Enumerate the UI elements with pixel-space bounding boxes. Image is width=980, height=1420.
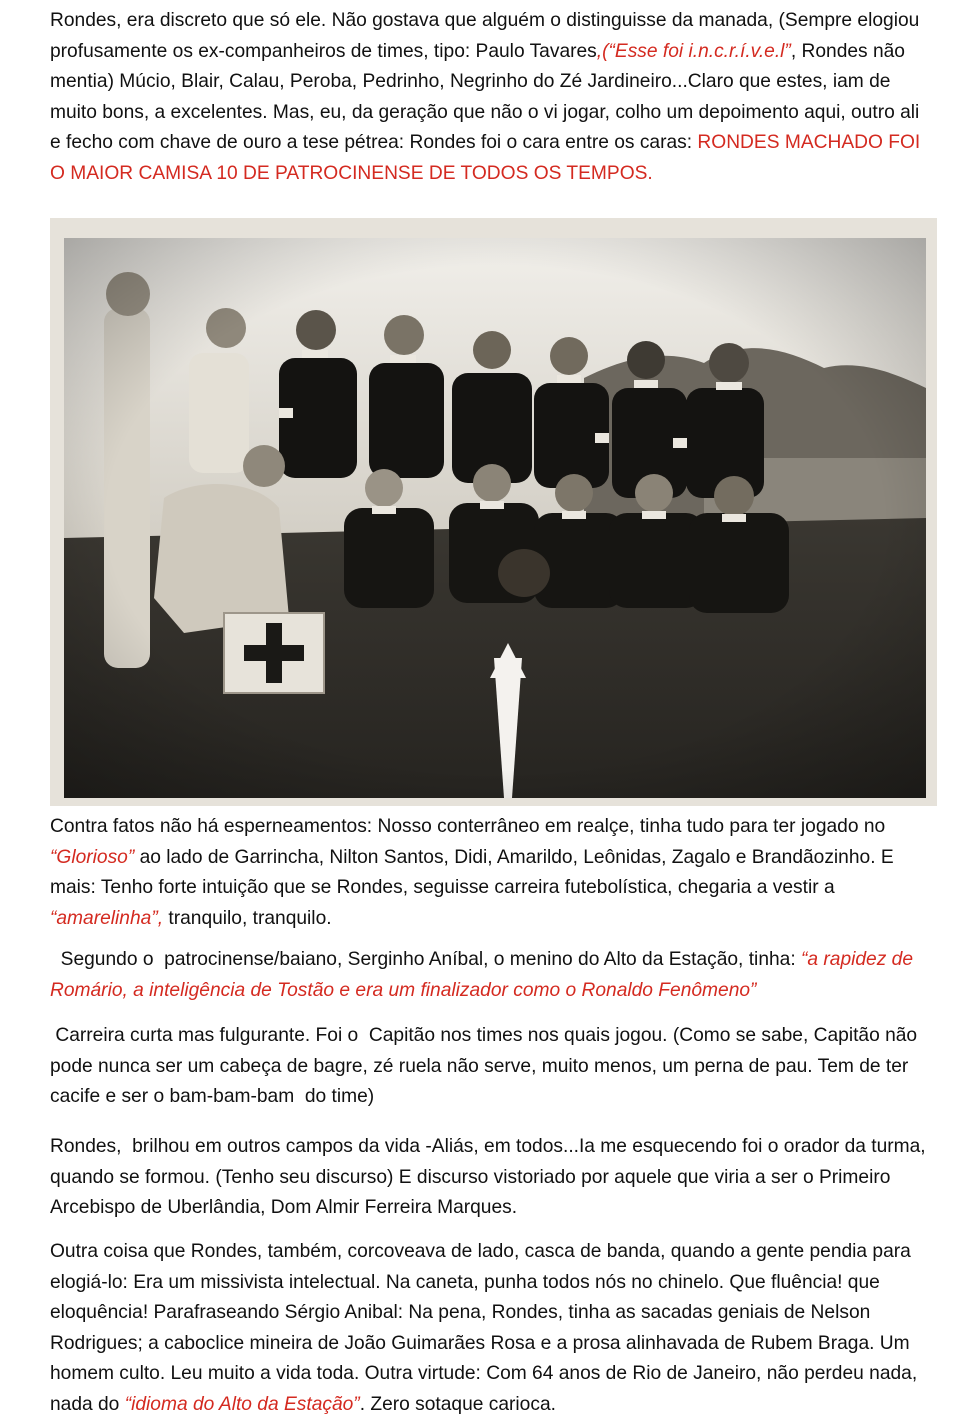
paragraph-intro [50, 6, 935, 189]
text-segment: , Rondes não mentia) Múcio, Blair, Calau, Peroba, Pedrinho, Negrinho do Zé Jardineiro...Claro que estes, iam de muito bons, a excelentes. Mas, eu, da geração que não o vi jogar, colho um depoimento aqui, outro ali e fecho com chave de ouro a tese pétrea: Rondes foi o cara entre os caras: [50, 40, 920, 153]
quote-highlight: ,(“Esse foi i.n.c.r.í.v.e.l” [596, 40, 791, 62]
text-segment: tranquilo, tranquilo. [163, 907, 332, 929]
paragraph-speech: Rondes, brilhou em outros campos da vida -Aliás, em todos...Ia me esquecendo foi o orador da turma, quando se formou. (Tenho seu discurso) E discurso vistoriado por aquele que viria a ser o Primeiro Arcebispo de Uberlândia, Dom Almir Ferreira Marques. [50, 1136, 931, 1218]
text-segment: Outra coisa que Rondes, também, corcoveava de lado, casca de banda, quando a gente pendia para elogiá-lo: Era um missivista intelectual. Na caneta, punha todos nós no chinelo. Que fluência! que eloquência! Parafraseando Sérgio Anibal: Na pena, Rondes, tinha as sacadas geniais de Nelson Rodrigues; a caboclice mineira de João Guimarães Rosa e a prosa alinhavada de Rubem Braga. Um homem culto. Leu muito a vida toda. Outra virtude: Com 64 anos de Rio de Janeiro, não perdeu nada, nada do [50, 1241, 918, 1415]
team-photo [50, 218, 937, 806]
text-segment: Contra fatos não há esperneamentos: Nosso conterrâneo em realçe, tinha tudo para ter jogado no [50, 816, 886, 837]
headline-highlight: RONDES MACHADO FOI O MAIOR CAMISA 10 DE PATROCINENSE DE TODOS OS TEMPOS. [50, 132, 921, 184]
text-segment: Segundo o patrocinense/baiano, Serginho Aníbal, o menino do Alto da Estação, tinha: [50, 949, 801, 970]
text-segment: . Zero sotaque carioca. [359, 1393, 556, 1415]
text-segment: ao lado de Garrincha, Nilton Santos, Didi, Amarildo, Leônidas, Zagalo e Brandãozinho. E mais: Tenho forte intuição que se Rondes, seguisse carreira futebolística, chegaria a vestir a [50, 846, 894, 898]
paragraph-career: Carreira curta mas fulgurante. Foi o Capitão nos times nos quais jogou. (Como se sabe, Capitão não pode nunca ser um cabeça de bagre, zé ruela não serve, muito menos, um perna de pau. Tem de ter cacife e ser o bam-bam-bam do time) [50, 1025, 923, 1107]
text-segment: Rondes, era discreto que só ele. Não gostava que alguém o distinguisse da manada, (Sempre elogiou profusamente os ex-companheiros de times, tipo: Paulo Tavares [50, 10, 920, 62]
paragraph-quote [50, 945, 935, 1006]
quote-highlight: “idioma do Alto da Estação” [124, 1393, 360, 1415]
paragraph-facts [50, 812, 935, 934]
quote-highlight: “a rapidez de Romário, a inteligência de Tostão e era um finalizador como o Ronaldo Fenômeno” [50, 949, 919, 1001]
quote-highlight: “amarelinha”, [50, 907, 164, 929]
team-photo-image [50, 218, 937, 806]
quote-highlight: “Glorioso” [50, 846, 135, 868]
paragraph-writer [50, 1237, 935, 1420]
